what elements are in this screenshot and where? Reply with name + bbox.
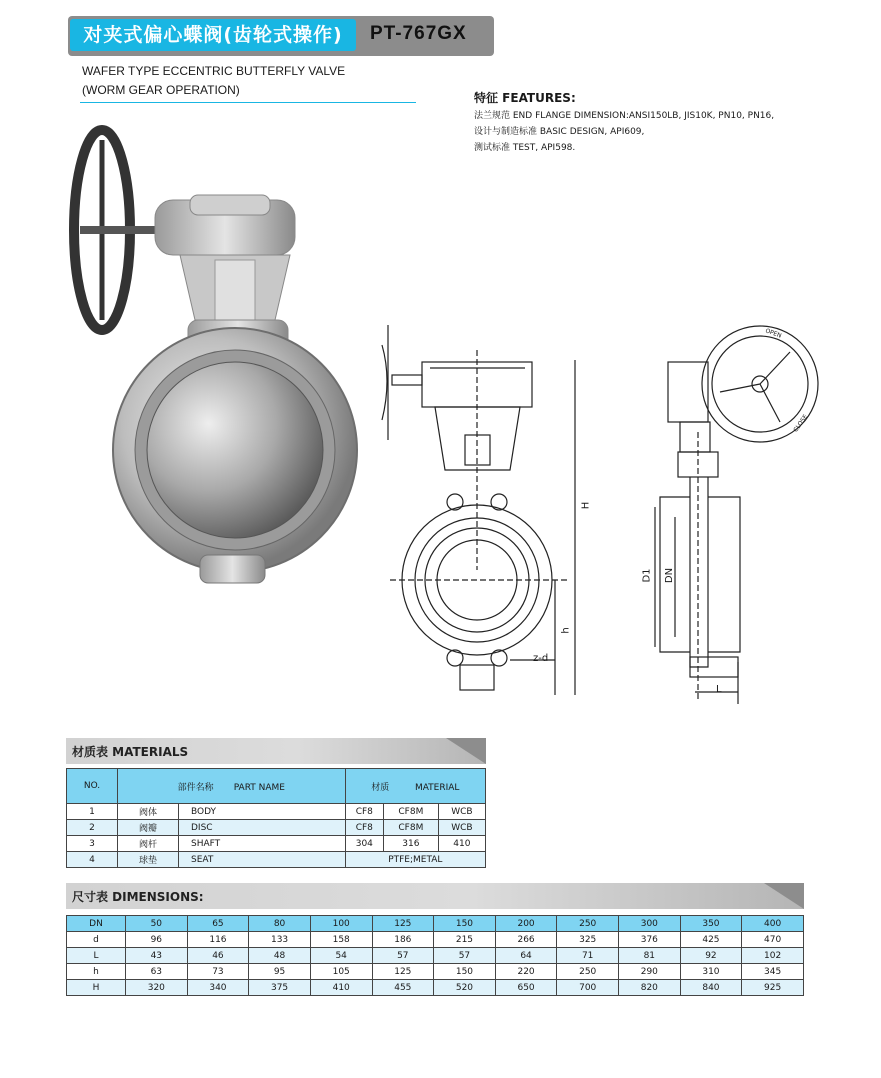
section-wedge — [446, 738, 486, 764]
table-cell: 310 — [680, 964, 742, 980]
table-row — [67, 948, 804, 964]
table-cell: 820 — [619, 980, 681, 996]
feature-line-flange: 法兰规范 END FLANGE DIMENSION:ANSI150LB, JIS10K, PN10, PN16, — [474, 111, 775, 121]
cell-part-cn: 阀体 — [118, 804, 179, 820]
cell-merged-material: PTFE;METAL — [345, 852, 485, 868]
cell-m1: CF8 — [345, 820, 383, 836]
table-cell: 290 — [619, 964, 681, 980]
title-cn: 对夹式偏心蝶阀(齿轮式操作) — [70, 19, 356, 51]
cell-part-en: BODY — [179, 804, 346, 820]
table-cell: 64 — [495, 948, 557, 964]
table-cell: 96 — [126, 932, 188, 948]
row-label: DN — [67, 916, 126, 932]
dimensions-table — [66, 915, 804, 996]
cell-no: 2 — [67, 820, 118, 836]
header-material-en: MATERIAL — [414, 782, 460, 793]
close-label: CLOSE — [792, 413, 810, 434]
section-wedge — [764, 883, 804, 909]
dim-label-D1: D1 — [641, 568, 653, 583]
title-underline — [80, 102, 416, 103]
table-cell: 102 — [742, 948, 804, 964]
table-cell: 340 — [187, 980, 249, 996]
title-en-line1: WAFER TYPE ECCENTRIC BUTTERFLY VALVE — [82, 64, 346, 78]
feature-line-test: 测试标准 TEST, API598. — [474, 143, 576, 153]
model-number: PT-767GX — [370, 23, 467, 44]
table-cell: 350 — [680, 916, 742, 932]
materials-table — [66, 768, 486, 868]
row-label: h — [67, 964, 126, 980]
table-cell: 400 — [742, 916, 804, 932]
side-view-drawing — [640, 322, 830, 712]
table-row — [67, 836, 486, 852]
title-en-line2: (WORM GEAR OPERATION) — [82, 83, 240, 97]
table-cell: 376 — [619, 932, 681, 948]
table-cell: 81 — [619, 948, 681, 964]
table-cell: 186 — [372, 932, 434, 948]
table-row — [67, 980, 804, 996]
table-cell: 200 — [495, 916, 557, 932]
table-cell: 455 — [372, 980, 434, 996]
cell-m2: CF8M — [384, 820, 439, 836]
cell-part-cn: 阀瓣 — [118, 820, 179, 836]
valve-product-photo — [60, 120, 380, 590]
table-cell: 95 — [249, 964, 311, 980]
cell-m3: 410 — [438, 836, 485, 852]
table-cell: 320 — [126, 980, 188, 996]
table-cell: 470 — [742, 932, 804, 948]
table-cell: 116 — [187, 932, 249, 948]
table-cell: 46 — [187, 948, 249, 964]
table-cell: 125 — [372, 916, 434, 932]
cell-part-en: SHAFT — [179, 836, 346, 852]
dim-label-zd: z-d — [533, 653, 549, 664]
table-cell: 65 — [187, 916, 249, 932]
features-heading: 特征 FEATURES: — [474, 91, 576, 105]
table-cell: 80 — [249, 916, 311, 932]
header-material — [345, 769, 485, 804]
row-label: d — [67, 932, 126, 948]
feature-line-design: 设计与制造标准 BASIC DESIGN, API609, — [474, 127, 645, 137]
dimensions-title: 尺寸表 DIMENSIONS: — [72, 890, 204, 904]
table-cell: 50 — [126, 916, 188, 932]
table-cell: 57 — [372, 948, 434, 964]
table-cell: 92 — [680, 948, 742, 964]
table-cell: 700 — [557, 980, 619, 996]
row-label: H — [67, 980, 126, 996]
table-cell: 57 — [434, 948, 496, 964]
cell-part-cn: 阀杆 — [118, 836, 179, 852]
materials-title: 材质表 MATERIALS — [72, 745, 189, 759]
cell-m1: 304 — [345, 836, 383, 852]
table-cell: 375 — [249, 980, 311, 996]
table-cell: 250 — [557, 964, 619, 980]
table-cell: 73 — [187, 964, 249, 980]
dim-label-L: L — [716, 684, 722, 695]
table-cell: 325 — [557, 932, 619, 948]
table-cell: 220 — [495, 964, 557, 980]
header-no: NO. — [67, 769, 118, 804]
table-cell: 43 — [126, 948, 188, 964]
header-material-cn: 材质 — [371, 782, 390, 793]
cell-no: 4 — [67, 852, 118, 868]
table-cell: 133 — [249, 932, 311, 948]
table-cell: 266 — [495, 932, 557, 948]
table-cell: 300 — [619, 916, 681, 932]
cell-m2: CF8M — [384, 804, 439, 820]
cell-part-en: SEAT — [179, 852, 346, 868]
dimensions-section-header — [66, 883, 804, 909]
table-cell: 158 — [310, 932, 372, 948]
table-cell: 48 — [249, 948, 311, 964]
cell-part-cn: 球垫 — [118, 852, 179, 868]
table-cell: 71 — [557, 948, 619, 964]
table-row — [67, 932, 804, 948]
header-part — [118, 769, 346, 804]
table-cell: 215 — [434, 932, 496, 948]
table-cell: 150 — [434, 964, 496, 980]
dim-label-DN: DN — [664, 567, 676, 584]
cell-m1: CF8 — [345, 804, 383, 820]
materials-section-header — [66, 738, 486, 764]
dim-label-H: H — [580, 501, 592, 510]
cell-m3: WCB — [438, 804, 485, 820]
cell-m3: WCB — [438, 820, 485, 836]
table-row — [67, 916, 804, 932]
table-cell: 125 — [372, 964, 434, 980]
header-part-cn: 部件名称 — [177, 782, 214, 793]
table-cell: 54 — [310, 948, 372, 964]
table-row — [67, 820, 486, 836]
table-row — [67, 804, 486, 820]
dim-label-h: h — [560, 627, 572, 634]
cell-no: 1 — [67, 804, 118, 820]
open-label: OPEN — [764, 327, 783, 340]
table-cell: 840 — [680, 980, 742, 996]
table-cell: 150 — [434, 916, 496, 932]
cell-part-en: DISC — [179, 820, 346, 836]
table-cell: 105 — [310, 964, 372, 980]
cell-m2: 316 — [384, 836, 439, 852]
table-cell: 425 — [680, 932, 742, 948]
table-row — [67, 852, 486, 868]
header-part-en: PART NAME — [233, 782, 285, 793]
table-cell: 250 — [557, 916, 619, 932]
table-row — [67, 964, 804, 980]
cell-no: 3 — [67, 836, 118, 852]
front-view-drawing — [370, 320, 600, 710]
table-cell: 520 — [434, 980, 496, 996]
table-cell: 410 — [310, 980, 372, 996]
table-cell: 345 — [742, 964, 804, 980]
table-cell: 925 — [742, 980, 804, 996]
table-cell: 650 — [495, 980, 557, 996]
row-label: L — [67, 948, 126, 964]
table-cell: 63 — [126, 964, 188, 980]
table-cell: 100 — [310, 916, 372, 932]
